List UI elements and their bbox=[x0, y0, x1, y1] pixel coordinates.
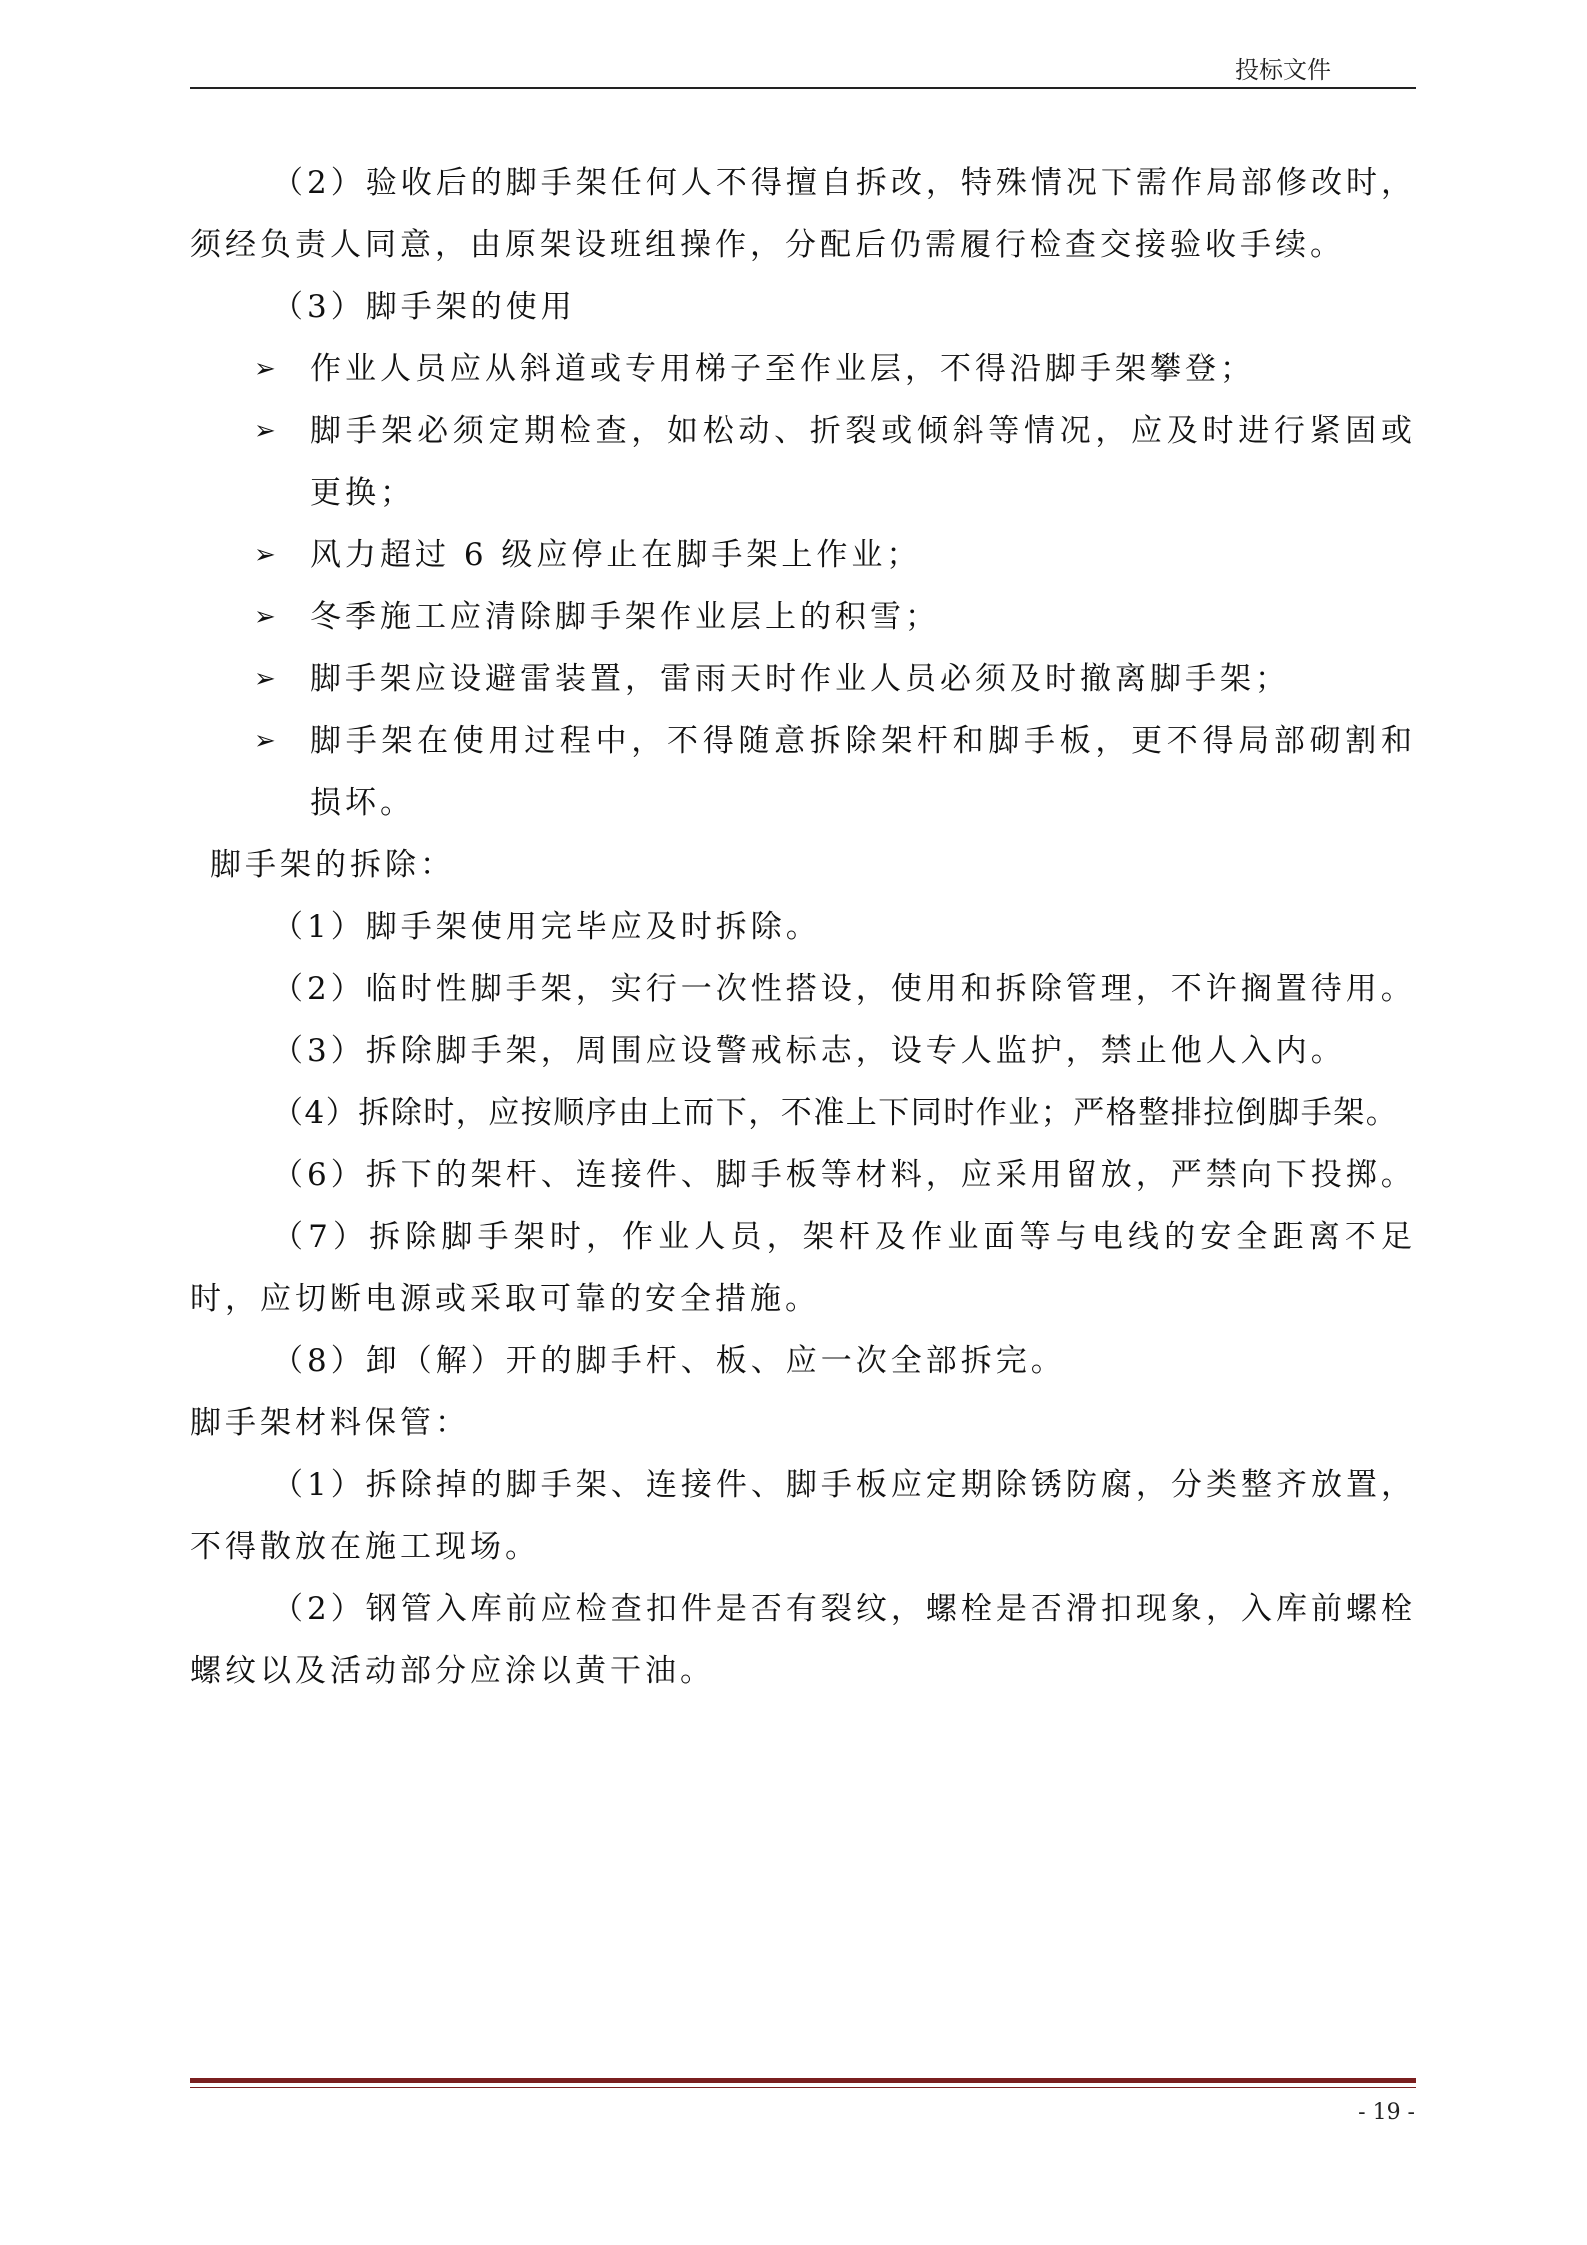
list-item-text: 风力超过 6 级应停止在脚手架上作业； bbox=[310, 537, 922, 573]
paragraph-storage-2: （2）钢管入库前应检查扣件是否有裂纹，螺栓是否滑扣现象，入库前螺栓螺纹以及活动部分应涂以黄干油。 bbox=[190, 1591, 1416, 1689]
arrow-bullet-icon: ➢ bbox=[254, 416, 280, 446]
paragraph-acceptance: （2）验收后的脚手架任何人不得擅自拆改，特殊情况下需作局部修改时，须经负责人同意，由原架设班组操作，分配后仍需履行检查交接验收手续。 bbox=[190, 165, 1416, 263]
list-item-text: 作业人员应从斜道或专用梯子至作业层，不得沿脚手架攀登； bbox=[310, 351, 1255, 387]
document-body bbox=[190, 152, 1416, 1702]
section-storage-title: 脚手架材料保管： bbox=[190, 1405, 470, 1441]
section-dismantle-title: 脚手架的拆除： bbox=[210, 847, 455, 883]
list-item-text: 脚手架在使用过程中，不得随意拆除架杆和脚手板，更不得局部砌割和损坏。 bbox=[310, 723, 1416, 821]
paragraph-dismantle-8: （8）卸（解）开的脚手杆、板、应一次全部拆完。 bbox=[272, 1343, 1066, 1379]
list-item-text: 冬季施工应清除脚手架作业层上的积雪； bbox=[310, 599, 940, 635]
list-item bbox=[190, 710, 1416, 834]
section-usage-title: （3）脚手架的使用 bbox=[272, 289, 576, 325]
arrow-bullet-icon: ➢ bbox=[254, 602, 280, 632]
header-title: 投标文件 bbox=[1235, 56, 1331, 84]
arrow-bullet-icon: ➢ bbox=[254, 664, 280, 694]
list-item bbox=[190, 524, 1416, 586]
paragraph-dismantle-3: （3）拆除脚手架，周围应设警戒标志，设专人监护，禁止他人入内。 bbox=[272, 1033, 1346, 1069]
header-rule bbox=[190, 87, 1416, 89]
arrow-bullet-icon: ➢ bbox=[254, 540, 280, 570]
list-item bbox=[190, 648, 1416, 710]
paragraph-storage-1: （1）拆除掉的脚手架、连接件、脚手板应定期除锈防腐，分类整齐放置，不得散放在施工现场。 bbox=[190, 1467, 1416, 1565]
list-item bbox=[190, 586, 1416, 648]
list-item bbox=[190, 338, 1416, 400]
arrow-bullet-icon: ➢ bbox=[254, 354, 280, 384]
list-item-text: 脚手架必须定期检查，如松动、折裂或倾斜等情况，应及时进行紧固或更换； bbox=[310, 413, 1416, 511]
footer-rule-thin bbox=[190, 2087, 1416, 2088]
paragraph-dismantle-2: （2）临时性脚手架，实行一次性搭设，使用和拆除管理，不许搁置待用。 bbox=[272, 971, 1416, 1007]
footer-rule-thick bbox=[190, 2078, 1416, 2083]
paragraph-dismantle-7: （7）拆除脚手架时，作业人员，架杆及作业面等与电线的安全距离不足时，应切断电源或采取可靠的安全措施。 bbox=[190, 1219, 1416, 1317]
list-item bbox=[190, 400, 1416, 524]
paragraph-dismantle-6: （6）拆下的架杆、连接件、脚手板等材料，应采用留放，严禁向下投掷。 bbox=[272, 1157, 1416, 1193]
page-number: - 19 - bbox=[1358, 2100, 1415, 2125]
paragraph-dismantle-1: （1）脚手架使用完毕应及时拆除。 bbox=[272, 909, 821, 945]
paragraph-dismantle-4: （4）拆除时，应按顺序由上而下，不准上下同时作业；严格整排拉倒脚手架。 bbox=[272, 1095, 1399, 1131]
list-item-text: 脚手架应设避雷装置，雷雨天时作业人员必须及时撤离脚手架； bbox=[310, 661, 1290, 697]
arrow-bullet-icon: ➢ bbox=[254, 726, 280, 756]
